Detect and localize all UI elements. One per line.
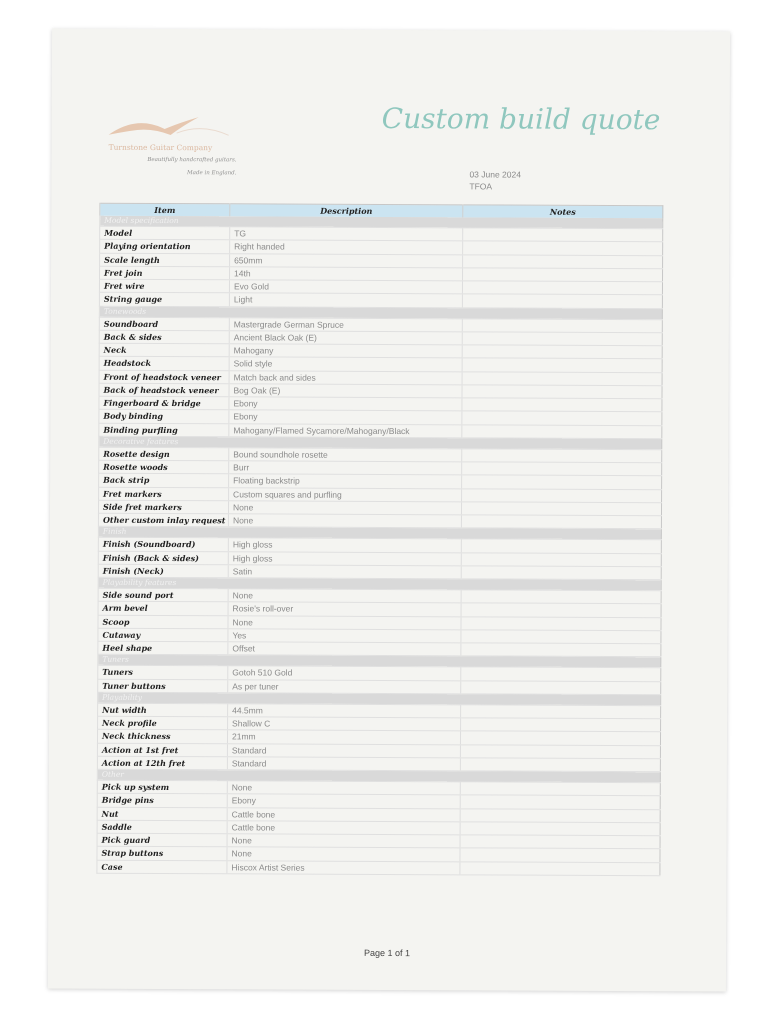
quote-date: 03 June 2024: [469, 169, 522, 180]
item-cell: Cutaway: [98, 628, 228, 642]
item-cell: Other custom inlay request: [98, 513, 228, 527]
company-name: Turnstone Guitar Company: [108, 142, 213, 153]
item-cell: Playing orientation: [100, 239, 230, 253]
item-cell: Fret join: [100, 266, 230, 280]
item-cell: Pick guard: [97, 833, 227, 847]
description-cell: Bound soundhole rosette: [229, 448, 462, 462]
notes-cell: [461, 539, 661, 553]
notes-cell: [461, 643, 661, 657]
company-tagline-2: Made in England.: [187, 170, 237, 177]
notes-cell: [461, 616, 661, 630]
item-cell: Scoop: [98, 615, 228, 629]
description-cell: 14th: [230, 267, 463, 281]
item-cell: Pick up system: [97, 780, 227, 794]
description-cell: Mahogany/Flamed Sycamore/Mahogany/Black: [229, 423, 462, 437]
description-cell: 44.5mm: [228, 704, 461, 718]
description-cell: Satin: [228, 565, 461, 579]
notes-cell: [462, 449, 662, 463]
item-cell: Scale length: [100, 253, 230, 267]
spec-table-body: [97, 216, 663, 876]
notes-cell: [461, 552, 661, 566]
notes-cell: [461, 705, 661, 719]
notes-cell: [460, 848, 660, 862]
quote-meta: [469, 168, 521, 192]
notes-cell: [461, 667, 661, 681]
item-cell: Neck profile: [98, 716, 228, 730]
item-cell: Nut: [97, 807, 227, 821]
notes-cell: [460, 731, 660, 745]
notes-cell: [462, 488, 662, 502]
item-cell: Tuner buttons: [98, 679, 228, 693]
item-cell: Side sound port: [98, 588, 228, 602]
notes-cell: [460, 758, 660, 772]
description-cell: Cattle bone: [227, 807, 460, 821]
item-cell: Body binding: [99, 409, 229, 423]
notes-cell: [461, 718, 661, 732]
description-cell: Ebony: [227, 794, 460, 808]
section-title: Tonewoods: [99, 306, 662, 319]
description-cell: Evo Gold: [229, 280, 462, 294]
description-cell: None: [228, 615, 461, 629]
item-cell: Saddle: [97, 820, 227, 834]
description-cell: None: [228, 589, 461, 603]
notes-cell: [461, 630, 661, 644]
notes-cell: [460, 782, 660, 796]
section-title: Finish: [98, 526, 661, 539]
section-title: Playability: [98, 692, 661, 705]
company-logo: [106, 109, 256, 200]
description-cell: Custom squares and purfling: [229, 487, 462, 501]
header-notes: Notes: [463, 205, 663, 218]
item-cell: Soundboard: [99, 317, 229, 331]
item-cell: Finish (Soundboard): [98, 537, 228, 551]
item-cell: Back of headstock veneer: [99, 383, 229, 397]
notes-cell: [461, 566, 661, 580]
description-cell: As per tuner: [228, 679, 461, 693]
description-cell: None: [227, 834, 460, 848]
description-cell: None: [228, 501, 461, 515]
description-cell: Shallow C: [228, 717, 461, 731]
notes-cell: [461, 515, 661, 529]
section-title: Playability features: [98, 577, 661, 590]
description-cell: Gotoh 510 Gold: [228, 666, 461, 680]
company-tagline-1: Beautifully handcrafted guitars.: [147, 156, 237, 164]
table-row: [97, 860, 660, 876]
notes-cell: [462, 411, 662, 425]
notes-cell: [461, 502, 661, 516]
item-cell: Finish (Neck): [98, 564, 228, 578]
header-item: Item: [100, 203, 230, 216]
section-title: Tuners: [98, 654, 661, 667]
description-cell: TG: [230, 227, 463, 241]
page-number: Page 1 of 1: [364, 947, 411, 959]
description-cell: Standard: [227, 743, 460, 757]
notes-cell: [462, 358, 662, 372]
notes-cell: [462, 398, 662, 412]
notes-cell: [462, 281, 662, 295]
item-cell: Back & sides: [99, 330, 229, 344]
item-cell: Neck: [99, 343, 229, 357]
notes-cell: [462, 318, 662, 332]
item-cell: Tuners: [98, 665, 228, 679]
item-cell: Rosette design: [99, 447, 229, 461]
item-cell: Headstock: [99, 356, 229, 370]
item-cell: Action at 12th fret: [97, 756, 227, 770]
description-cell: Mastergrade German Spruce: [229, 317, 462, 331]
description-cell: None: [228, 514, 461, 528]
description-cell: Bog Oak (E): [229, 384, 462, 398]
item-cell: Fingerboard & bridge: [99, 396, 229, 410]
description-cell: High gloss: [228, 551, 461, 565]
description-cell: 21mm: [227, 730, 460, 744]
notes-cell: [462, 385, 662, 399]
notes-cell: [463, 268, 663, 282]
description-cell: Cattle bone: [227, 821, 460, 835]
description-cell: Standard: [227, 757, 460, 771]
item-cell: Finish (Back & sides): [98, 551, 228, 565]
description-cell: Hiscox Artist Series: [227, 860, 460, 874]
description-cell: Ebony: [229, 397, 462, 411]
document-title: Custom build quote: [381, 101, 661, 137]
item-cell: Action at 1st fret: [97, 743, 227, 757]
notes-cell: [461, 680, 661, 694]
notes-cell: [462, 332, 662, 346]
item-cell: Case: [97, 860, 227, 874]
notes-cell: [462, 462, 662, 476]
description-cell: Offset: [228, 642, 461, 656]
spec-table: [96, 203, 663, 876]
item-cell: Bridge pins: [97, 793, 227, 807]
section-title: Other: [97, 769, 660, 782]
notes-cell: [460, 808, 660, 822]
notes-cell: [462, 345, 662, 359]
description-cell: Ebony: [229, 410, 462, 424]
item-cell: Heel shape: [98, 641, 228, 655]
description-cell: High gloss: [228, 538, 461, 552]
section-title: Decorative features: [99, 436, 662, 449]
notes-cell: [460, 861, 660, 875]
description-cell: Yes: [228, 629, 461, 643]
item-cell: Neck thickness: [97, 729, 227, 743]
quote-reference: TFOA: [469, 181, 493, 192]
header-description: Description: [230, 204, 463, 218]
description-cell: None: [227, 847, 460, 861]
description-cell: Rosie's roll-over: [228, 602, 461, 616]
item-cell: Fret wire: [99, 279, 229, 293]
notes-cell: [460, 822, 660, 836]
description-cell: Floating backstrip: [229, 474, 462, 488]
item-cell: Front of headstock veneer: [99, 370, 229, 384]
description-cell: Right handed: [230, 240, 463, 254]
description-cell: Burr: [229, 461, 462, 475]
item-cell: Nut width: [98, 703, 228, 717]
notes-cell: [460, 835, 660, 849]
notes-cell: [460, 795, 660, 809]
item-cell: Fret markers: [99, 487, 229, 501]
description-cell: None: [227, 781, 460, 795]
description-cell: Match back and sides: [229, 370, 462, 384]
notes-cell: [462, 475, 662, 489]
quote-document: [48, 29, 730, 992]
description-cell: Mahogany: [229, 344, 462, 358]
notes-cell: [461, 590, 661, 604]
description-cell: 650mm: [230, 253, 463, 267]
notes-cell: [462, 371, 662, 385]
item-cell: Side fret markers: [98, 500, 228, 514]
notes-cell: [461, 603, 661, 617]
bird-icon: [107, 109, 237, 144]
notes-cell: [462, 424, 662, 438]
notes-cell: [463, 228, 663, 242]
section-title: Model specification: [100, 216, 663, 229]
notes-cell: [463, 241, 663, 255]
notes-cell: [462, 294, 662, 308]
item-cell: Rosette woods: [99, 460, 229, 474]
item-cell: Binding purfling: [99, 423, 229, 437]
notes-cell: [463, 254, 663, 268]
item-cell: Strap buttons: [97, 846, 227, 860]
item-cell: Model: [100, 226, 230, 240]
item-cell: Arm bevel: [98, 601, 228, 615]
item-cell: Back strip: [99, 473, 229, 487]
description-cell: Light: [229, 293, 462, 307]
item-cell: String gauge: [99, 292, 229, 306]
description-cell: Solid style: [229, 357, 462, 371]
description-cell: Ancient Black Oak (E): [229, 331, 462, 345]
notes-cell: [460, 744, 660, 758]
